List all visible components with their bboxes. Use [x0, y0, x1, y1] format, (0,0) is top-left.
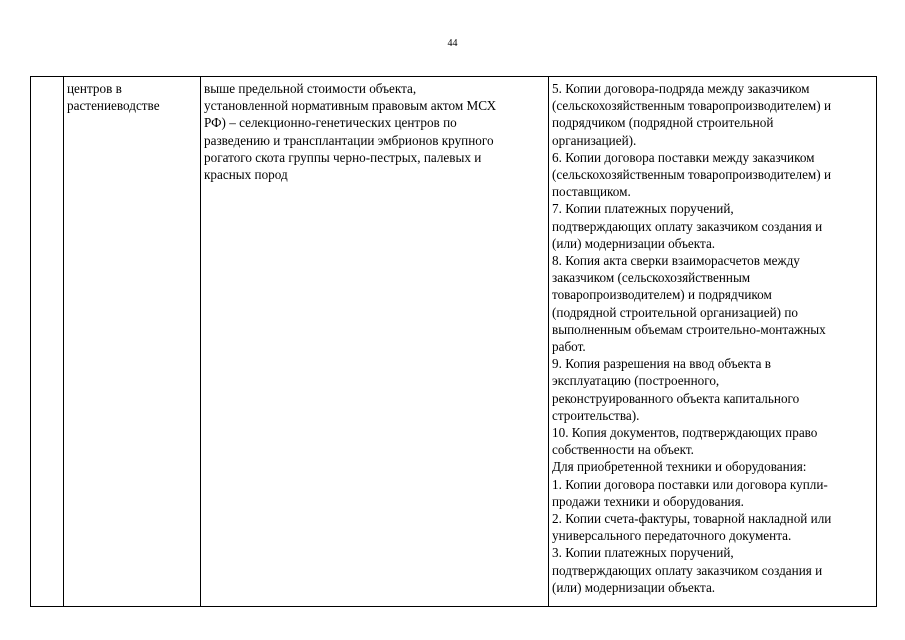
text-line: Для приобретенной техники и оборудования:	[552, 459, 807, 475]
object-name-cell	[64, 77, 201, 607]
requirements-table	[30, 76, 877, 607]
text-line: (или) модернизации объекта.	[552, 579, 716, 595]
text-line: заказчиком (сельскохозяйственным	[552, 270, 751, 286]
text-line: 8. Копия акта сверки взаиморасчетов между	[552, 253, 800, 269]
page-number: 44	[447, 38, 458, 49]
text-line: 3. Копии платежных поручений,	[552, 545, 734, 561]
text-line: растениеводстве	[67, 98, 160, 114]
text-line: (сельскохозяйственным товаропроизводителем) и	[552, 98, 832, 114]
text-line: поставщиком.	[552, 184, 631, 200]
text-line: выполненным объемам строительно-монтажных	[552, 321, 826, 337]
text-line: (подрядной строительной организацией) по	[552, 304, 798, 320]
text-line: красных пород	[204, 167, 288, 183]
text-line: товаропроизводителем) и подрядчиком	[552, 287, 772, 303]
text-line: рогатого скота группы черно-пестрых, палевых и	[204, 149, 482, 165]
text-line: организацией).	[552, 132, 637, 148]
text-line: выше предельной стоимости объекта,	[204, 81, 417, 96]
text-line: подрядчиком (подрядной строительной	[552, 115, 774, 131]
text-line: РФ) – селекционно-генетических центров по	[204, 115, 457, 131]
text-line: собственности на объект.	[552, 442, 694, 458]
text-line: 10. Копия документов, подтверждающих право	[552, 425, 818, 441]
text-line: 9. Копия разрешения на ввод объекта в	[552, 356, 771, 372]
text-line: подтверждающих оплату заказчиком создания и	[552, 218, 823, 234]
text-line: разведению и трансплантации эмбрионов крупного	[204, 132, 494, 148]
text-line: центров в	[67, 81, 122, 96]
required-documents-cell	[549, 77, 877, 607]
text-line: (сельскохозяйственным товаропроизводителем) и	[552, 167, 832, 183]
row-number-cell	[31, 77, 64, 607]
text-line: 6. Копии договора поставки между заказчиком	[552, 149, 815, 165]
description-cell	[201, 77, 549, 607]
text-line: реконструированного объекта капитального	[552, 390, 800, 406]
text-line: (или) модернизации объекта.	[552, 235, 716, 251]
text-line: универсального передаточного документа.	[552, 528, 792, 544]
text-line: 1. Копии договора поставки или договора купли-	[552, 476, 828, 492]
text-line: продажи техники и оборудования.	[552, 493, 744, 509]
text-line: строительства).	[552, 407, 640, 423]
text-line: работ.	[552, 339, 586, 355]
text-line: 2. Копии счета-фактуры, товарной накладной или	[552, 511, 832, 527]
text-line: подтверждающих оплату заказчиком создания и	[552, 562, 823, 578]
text-line: 5. Копии договора-подряда между заказчиком	[552, 81, 810, 96]
table-row	[31, 77, 877, 607]
text-line: 7. Копии платежных поручений,	[552, 201, 734, 217]
text-line: установленной нормативным правовым актом МСХ	[204, 98, 497, 114]
text-line: эксплуатацию (построенного,	[552, 373, 720, 389]
